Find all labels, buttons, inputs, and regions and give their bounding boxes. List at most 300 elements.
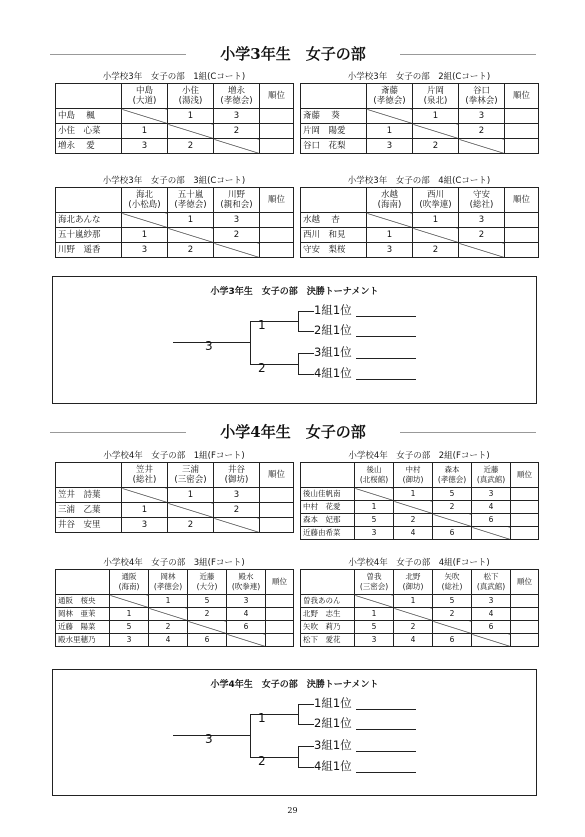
header-club: (真武館) (476, 582, 506, 591)
competitor-name: 西川 和見 (301, 228, 367, 243)
match-number: 2 (459, 228, 505, 243)
rank-cell (511, 501, 539, 514)
diagonal-cell (355, 595, 394, 608)
table-row (56, 518, 294, 533)
match-number: 2 (413, 243, 459, 258)
header-club: (孝徳会) (437, 475, 467, 484)
competitor-header (413, 188, 459, 213)
competitor-name: 後山佳帆南 (301, 488, 355, 501)
diagonal-cell (459, 243, 505, 258)
match-number: 1 (122, 124, 168, 139)
header-name: 松下 (483, 572, 499, 581)
match-number: 3 (122, 243, 168, 258)
group-caption: 小学校3年 女子の部 4組(Cコート) (347, 176, 491, 186)
match-number: 3 (355, 634, 394, 647)
bracket-slot (314, 367, 416, 380)
match-number: 3 (122, 139, 168, 154)
header-club: (御坊) (402, 582, 424, 591)
competitor-name: 近藤 陽菜 (56, 621, 110, 634)
header-name: 近藤 (199, 572, 215, 581)
table-row (301, 595, 539, 608)
match-number: 2 (433, 501, 472, 514)
competitor-name: 近藤由希菜 (301, 527, 355, 540)
competitor-name: 笠井 詩葉 (56, 488, 122, 503)
league-table (300, 462, 539, 540)
table-row (56, 139, 294, 154)
match-num: 1 (258, 318, 266, 332)
competitor-header (394, 570, 433, 595)
slot-label: 2組1位 (314, 323, 352, 337)
rank-header: 順位 (260, 463, 294, 488)
match-num: 1 (258, 711, 266, 725)
match-number: 2 (168, 139, 214, 154)
header-club: (孝徳会) (153, 582, 183, 591)
rank-cell (266, 634, 294, 647)
diagonal-cell (433, 514, 472, 527)
header-name: 西川 (426, 190, 444, 200)
competitor-header (149, 570, 188, 595)
table-row (301, 501, 539, 514)
header-name: 殿水 (238, 572, 254, 581)
rank-cell (260, 228, 294, 243)
match-number: 1 (355, 501, 394, 514)
group-caption: 小学校3年 女子の部 1組(Cコート) (102, 72, 246, 82)
header-name: 矢吹 (444, 572, 460, 581)
result-blank (356, 762, 416, 773)
match-number: 1 (168, 213, 214, 228)
match-number: 4 (149, 634, 188, 647)
rank-header: 順位 (260, 84, 294, 109)
rank-cell (511, 527, 539, 540)
rank-cell (505, 213, 539, 228)
section-title: 小学3年生 女子の部 (220, 45, 366, 63)
group-caption: 小学校4年 女子の部 1組(Fコート) (103, 451, 245, 461)
match-number: 3 (355, 527, 394, 540)
rank-cell (260, 109, 294, 124)
league-table (55, 462, 294, 533)
diagonal-cell (433, 621, 472, 634)
match-number: 1 (413, 109, 459, 124)
competitor-name: 川野 遥香 (56, 243, 122, 258)
rank-cell (260, 488, 294, 503)
match-number: 5 (433, 595, 472, 608)
group-caption: 小学校4年 女子の部 3組(Fコート) (103, 558, 245, 568)
league-table (55, 187, 294, 258)
header-club: (総社) (441, 582, 463, 591)
competitor-header (214, 84, 260, 109)
rank-cell (505, 109, 539, 124)
header-club: (吹拳連) (231, 582, 261, 591)
diagonal-cell (413, 124, 459, 139)
table-row (56, 634, 294, 647)
bracket-line (298, 331, 314, 332)
result-blank (356, 326, 416, 337)
bracket-slot (314, 324, 416, 337)
competitor-name: 井谷 安里 (56, 518, 122, 533)
header-name: 五十嵐 (177, 190, 204, 200)
competitor-name: 通阪 桜央 (56, 595, 110, 608)
bracket-slot (314, 304, 416, 317)
match-number: 6 (472, 621, 511, 634)
match-number: 3 (472, 488, 511, 501)
header-club: (北桜館) (359, 475, 389, 484)
table-row (56, 595, 294, 608)
competitor-name: 小住 心菜 (56, 124, 122, 139)
header-club: (真武館) (476, 475, 506, 484)
slot-label: 4組1位 (314, 366, 352, 380)
header-name: 片岡 (426, 86, 444, 96)
match-number: 3 (367, 139, 413, 154)
match-number: 2 (214, 124, 260, 139)
competitor-header (355, 463, 394, 488)
diagonal-cell (227, 634, 266, 647)
table-row (56, 228, 294, 243)
table-row (301, 124, 539, 139)
match-number: 5 (433, 488, 472, 501)
match-num: 3 (205, 732, 213, 747)
match-number: 4 (472, 608, 511, 621)
header-name: 中村 (405, 465, 421, 474)
competitor-name: 水越 杏 (301, 213, 367, 228)
match-number: 6 (472, 514, 511, 527)
table-row (56, 488, 294, 503)
competitor-header (433, 570, 472, 595)
league-table-group-2 (300, 72, 538, 154)
competitor-header (227, 570, 266, 595)
header-club: (拳林会) (465, 96, 498, 106)
table-row (301, 621, 539, 634)
match-number: 4 (227, 608, 266, 621)
match-number: 2 (168, 518, 214, 533)
rank-header: 順位 (266, 570, 294, 595)
match-number: 2 (188, 608, 227, 621)
header-club: (総社) (469, 200, 494, 210)
table-row (56, 213, 294, 228)
header-name: 後山 (366, 465, 382, 474)
match-num: 3 (205, 339, 213, 354)
header-corner (301, 188, 367, 213)
bracket-line (298, 704, 314, 705)
table-row (301, 109, 539, 124)
competitor-header (394, 463, 433, 488)
header-club: (大道) (132, 96, 157, 106)
match-number: 4 (472, 501, 511, 514)
table-row (301, 243, 539, 258)
header-name: 井谷 (227, 465, 245, 475)
header-name: 森本 (444, 465, 460, 474)
competitor-name: 曽我あのん (301, 595, 355, 608)
competitor-header (214, 463, 260, 488)
header-club: (小松島) (128, 200, 161, 210)
league-table-group-3 (55, 558, 293, 647)
header-name: 海北 (135, 190, 153, 200)
header-club: (三密会) (359, 582, 389, 591)
bracket-line (298, 704, 299, 724)
competitor-header (459, 188, 505, 213)
league-table-group-1 (55, 451, 293, 533)
match-number: 3 (459, 109, 505, 124)
competitor-name: 松下 愛花 (301, 634, 355, 647)
competitor-name: 北野 志生 (301, 608, 355, 621)
diagonal-cell (459, 139, 505, 154)
match-number: 2 (433, 608, 472, 621)
diagonal-cell (122, 109, 168, 124)
header-club: (海南) (377, 200, 402, 210)
competitor-name: 三浦 乙葉 (56, 503, 122, 518)
league-table (300, 569, 539, 647)
match-number: 2 (168, 243, 214, 258)
match-number: 1 (394, 595, 433, 608)
competitor-header (122, 84, 168, 109)
slot-label: 2組1位 (314, 716, 352, 730)
diagonal-cell (214, 518, 260, 533)
rank-cell (260, 503, 294, 518)
competitor-name: 中島 楓 (56, 109, 122, 124)
bracket-slot (314, 346, 416, 359)
match-number: 3 (122, 518, 168, 533)
diagonal-cell (472, 634, 511, 647)
result-blank (356, 741, 416, 752)
final-tournament-box (52, 276, 537, 404)
diagonal-cell (355, 488, 394, 501)
header-club: (親和会) (220, 200, 253, 210)
table-row (56, 109, 294, 124)
match-number: 3 (227, 595, 266, 608)
header-club: (三密会) (174, 475, 207, 485)
match-number: 2 (459, 124, 505, 139)
header-corner (56, 84, 122, 109)
competitor-name: 矢吹 莉乃 (301, 621, 355, 634)
league-table-group-2 (300, 451, 538, 540)
competitor-name: 守安 梨桜 (301, 243, 367, 258)
bracket-line (298, 353, 314, 354)
match-number: 1 (149, 595, 188, 608)
competitor-header (459, 84, 505, 109)
bracket-line (298, 746, 314, 747)
diagonal-cell (168, 124, 214, 139)
header-corner (301, 84, 367, 109)
section-header (50, 424, 536, 440)
header-club: (吹拳連) (419, 200, 452, 210)
league-table-group-4 (300, 558, 538, 647)
match-number: 2 (149, 621, 188, 634)
header-club: (泉北) (423, 96, 448, 106)
competitor-name: 斎藤 葵 (301, 109, 367, 124)
match-number: 4 (394, 634, 433, 647)
table-row (301, 527, 539, 540)
header-name: 守安 (472, 190, 490, 200)
league-table (300, 187, 539, 258)
header-name: 曽我 (366, 572, 382, 581)
rank-cell (511, 514, 539, 527)
table-row (56, 608, 294, 621)
match-number: 1 (168, 488, 214, 503)
header-corner (301, 570, 355, 595)
competitor-header (122, 188, 168, 213)
bracket-slot (314, 739, 416, 752)
competitor-header (168, 188, 214, 213)
header-name: 増永 (227, 86, 245, 96)
diagonal-cell (188, 621, 227, 634)
tournament-title: 小学4年生 女子の部 決勝トーナメント (210, 680, 379, 690)
diagonal-cell (110, 595, 149, 608)
bracket-line (250, 714, 251, 757)
header-corner (56, 188, 122, 213)
rank-cell (260, 124, 294, 139)
result-blank (356, 369, 416, 380)
diagonal-cell (214, 243, 260, 258)
rank-cell (511, 608, 539, 621)
rank-header: 順位 (511, 463, 539, 488)
header-corner (56, 463, 122, 488)
table-row (301, 608, 539, 621)
match-num: 2 (258, 753, 266, 768)
rank-cell (260, 518, 294, 533)
section-header (50, 46, 536, 62)
section-title: 小学4年生 女子の部 (220, 423, 366, 441)
competitor-name: 海北あんな (56, 213, 122, 228)
league-table-group-4 (300, 176, 538, 258)
match-number: 1 (168, 109, 214, 124)
table-row (301, 139, 539, 154)
rank-cell (505, 243, 539, 258)
competitor-name: 殿水里穂乃 (56, 634, 110, 647)
rank-cell (266, 608, 294, 621)
match-number: 1 (367, 228, 413, 243)
diagonal-cell (168, 503, 214, 518)
competitor-header (122, 463, 168, 488)
diagonal-cell (149, 608, 188, 621)
competitor-header (355, 570, 394, 595)
competitor-header (433, 463, 472, 488)
rank-cell (511, 595, 539, 608)
slot-label: 4組1位 (314, 759, 352, 773)
match-number: 2 (413, 139, 459, 154)
match-number: 1 (367, 124, 413, 139)
table-row (301, 514, 539, 527)
league-table (55, 569, 294, 647)
bracket-slot (314, 717, 416, 730)
competitor-header (367, 84, 413, 109)
table-row (301, 228, 539, 243)
slot-label: 3組1位 (314, 345, 352, 359)
slot-label: 1組1位 (314, 303, 352, 317)
header-name: 小住 (181, 86, 199, 96)
rank-cell (266, 595, 294, 608)
competitor-name: 谷口 花梨 (301, 139, 367, 154)
header-name: 水越 (380, 190, 398, 200)
header-club: (海南) (118, 582, 140, 591)
match-number: 3 (472, 595, 511, 608)
rank-cell (260, 139, 294, 154)
header-club: (湯浅) (178, 96, 203, 106)
bracket-slot (314, 697, 416, 710)
league-table (300, 83, 539, 154)
group-caption: 小学校3年 女子の部 2組(Cコート) (347, 72, 491, 82)
slot-label: 1組1位 (314, 696, 352, 710)
competitor-header (367, 188, 413, 213)
rank-cell (260, 213, 294, 228)
rank-header: 順位 (260, 188, 294, 213)
table-row (301, 213, 539, 228)
rank-cell (511, 488, 539, 501)
match-number: 5 (355, 621, 394, 634)
competitor-header (214, 188, 260, 213)
page-number: 29 (287, 806, 298, 815)
bracket-line (298, 767, 314, 768)
match-number: 3 (367, 243, 413, 258)
tournament-title: 小学3年生 女子の部 決勝トーナメント (210, 287, 379, 297)
competitor-name: 片岡 陽愛 (301, 124, 367, 139)
rank-cell (505, 139, 539, 154)
league-table (55, 83, 294, 154)
match-number: 5 (188, 595, 227, 608)
match-num: 2 (258, 360, 266, 375)
result-blank (356, 348, 416, 359)
bracket-line (298, 353, 299, 374)
competitor-name: 岡林 亜茉 (56, 608, 110, 621)
diagonal-cell (394, 608, 433, 621)
match-number: 5 (355, 514, 394, 527)
header-corner (301, 463, 355, 488)
rank-header: 順位 (505, 84, 539, 109)
match-number: 6 (227, 621, 266, 634)
rank-cell (260, 243, 294, 258)
match-number: 2 (394, 514, 433, 527)
diagonal-cell (367, 213, 413, 228)
table-row (56, 124, 294, 139)
match-number: 3 (110, 634, 149, 647)
header-name: 中島 (135, 86, 153, 96)
competitor-header (188, 570, 227, 595)
rank-cell (511, 621, 539, 634)
result-blank (356, 306, 416, 317)
bracket-line (298, 724, 314, 725)
rank-cell (511, 634, 539, 647)
table-row (56, 503, 294, 518)
match-number: 6 (433, 527, 472, 540)
match-number: 2 (394, 621, 433, 634)
table-row (56, 621, 294, 634)
bracket-line (298, 374, 314, 375)
result-blank (356, 699, 416, 710)
diagonal-cell (122, 488, 168, 503)
header-club: (御坊) (402, 475, 424, 484)
match-number: 2 (214, 503, 260, 518)
diagonal-cell (214, 139, 260, 154)
competitor-header (472, 463, 511, 488)
final-tournament-box (52, 669, 537, 796)
competitor-header (413, 84, 459, 109)
rank-cell (505, 124, 539, 139)
header-club: (孝徳会) (373, 96, 406, 106)
bracket-line (298, 311, 314, 312)
match-number: 6 (433, 634, 472, 647)
match-number: 2 (214, 228, 260, 243)
bracket-line (298, 311, 299, 331)
rank-cell (266, 621, 294, 634)
competitor-name: 五十嵐紗那 (56, 228, 122, 243)
competitor-header (168, 84, 214, 109)
table-row (56, 243, 294, 258)
diagonal-cell (472, 527, 511, 540)
bracket-slot (314, 760, 416, 773)
league-table-group-1 (55, 72, 293, 154)
header-name: 北野 (405, 572, 421, 581)
diagonal-cell (394, 501, 433, 514)
diagonal-cell (122, 213, 168, 228)
bracket-line (250, 321, 251, 364)
